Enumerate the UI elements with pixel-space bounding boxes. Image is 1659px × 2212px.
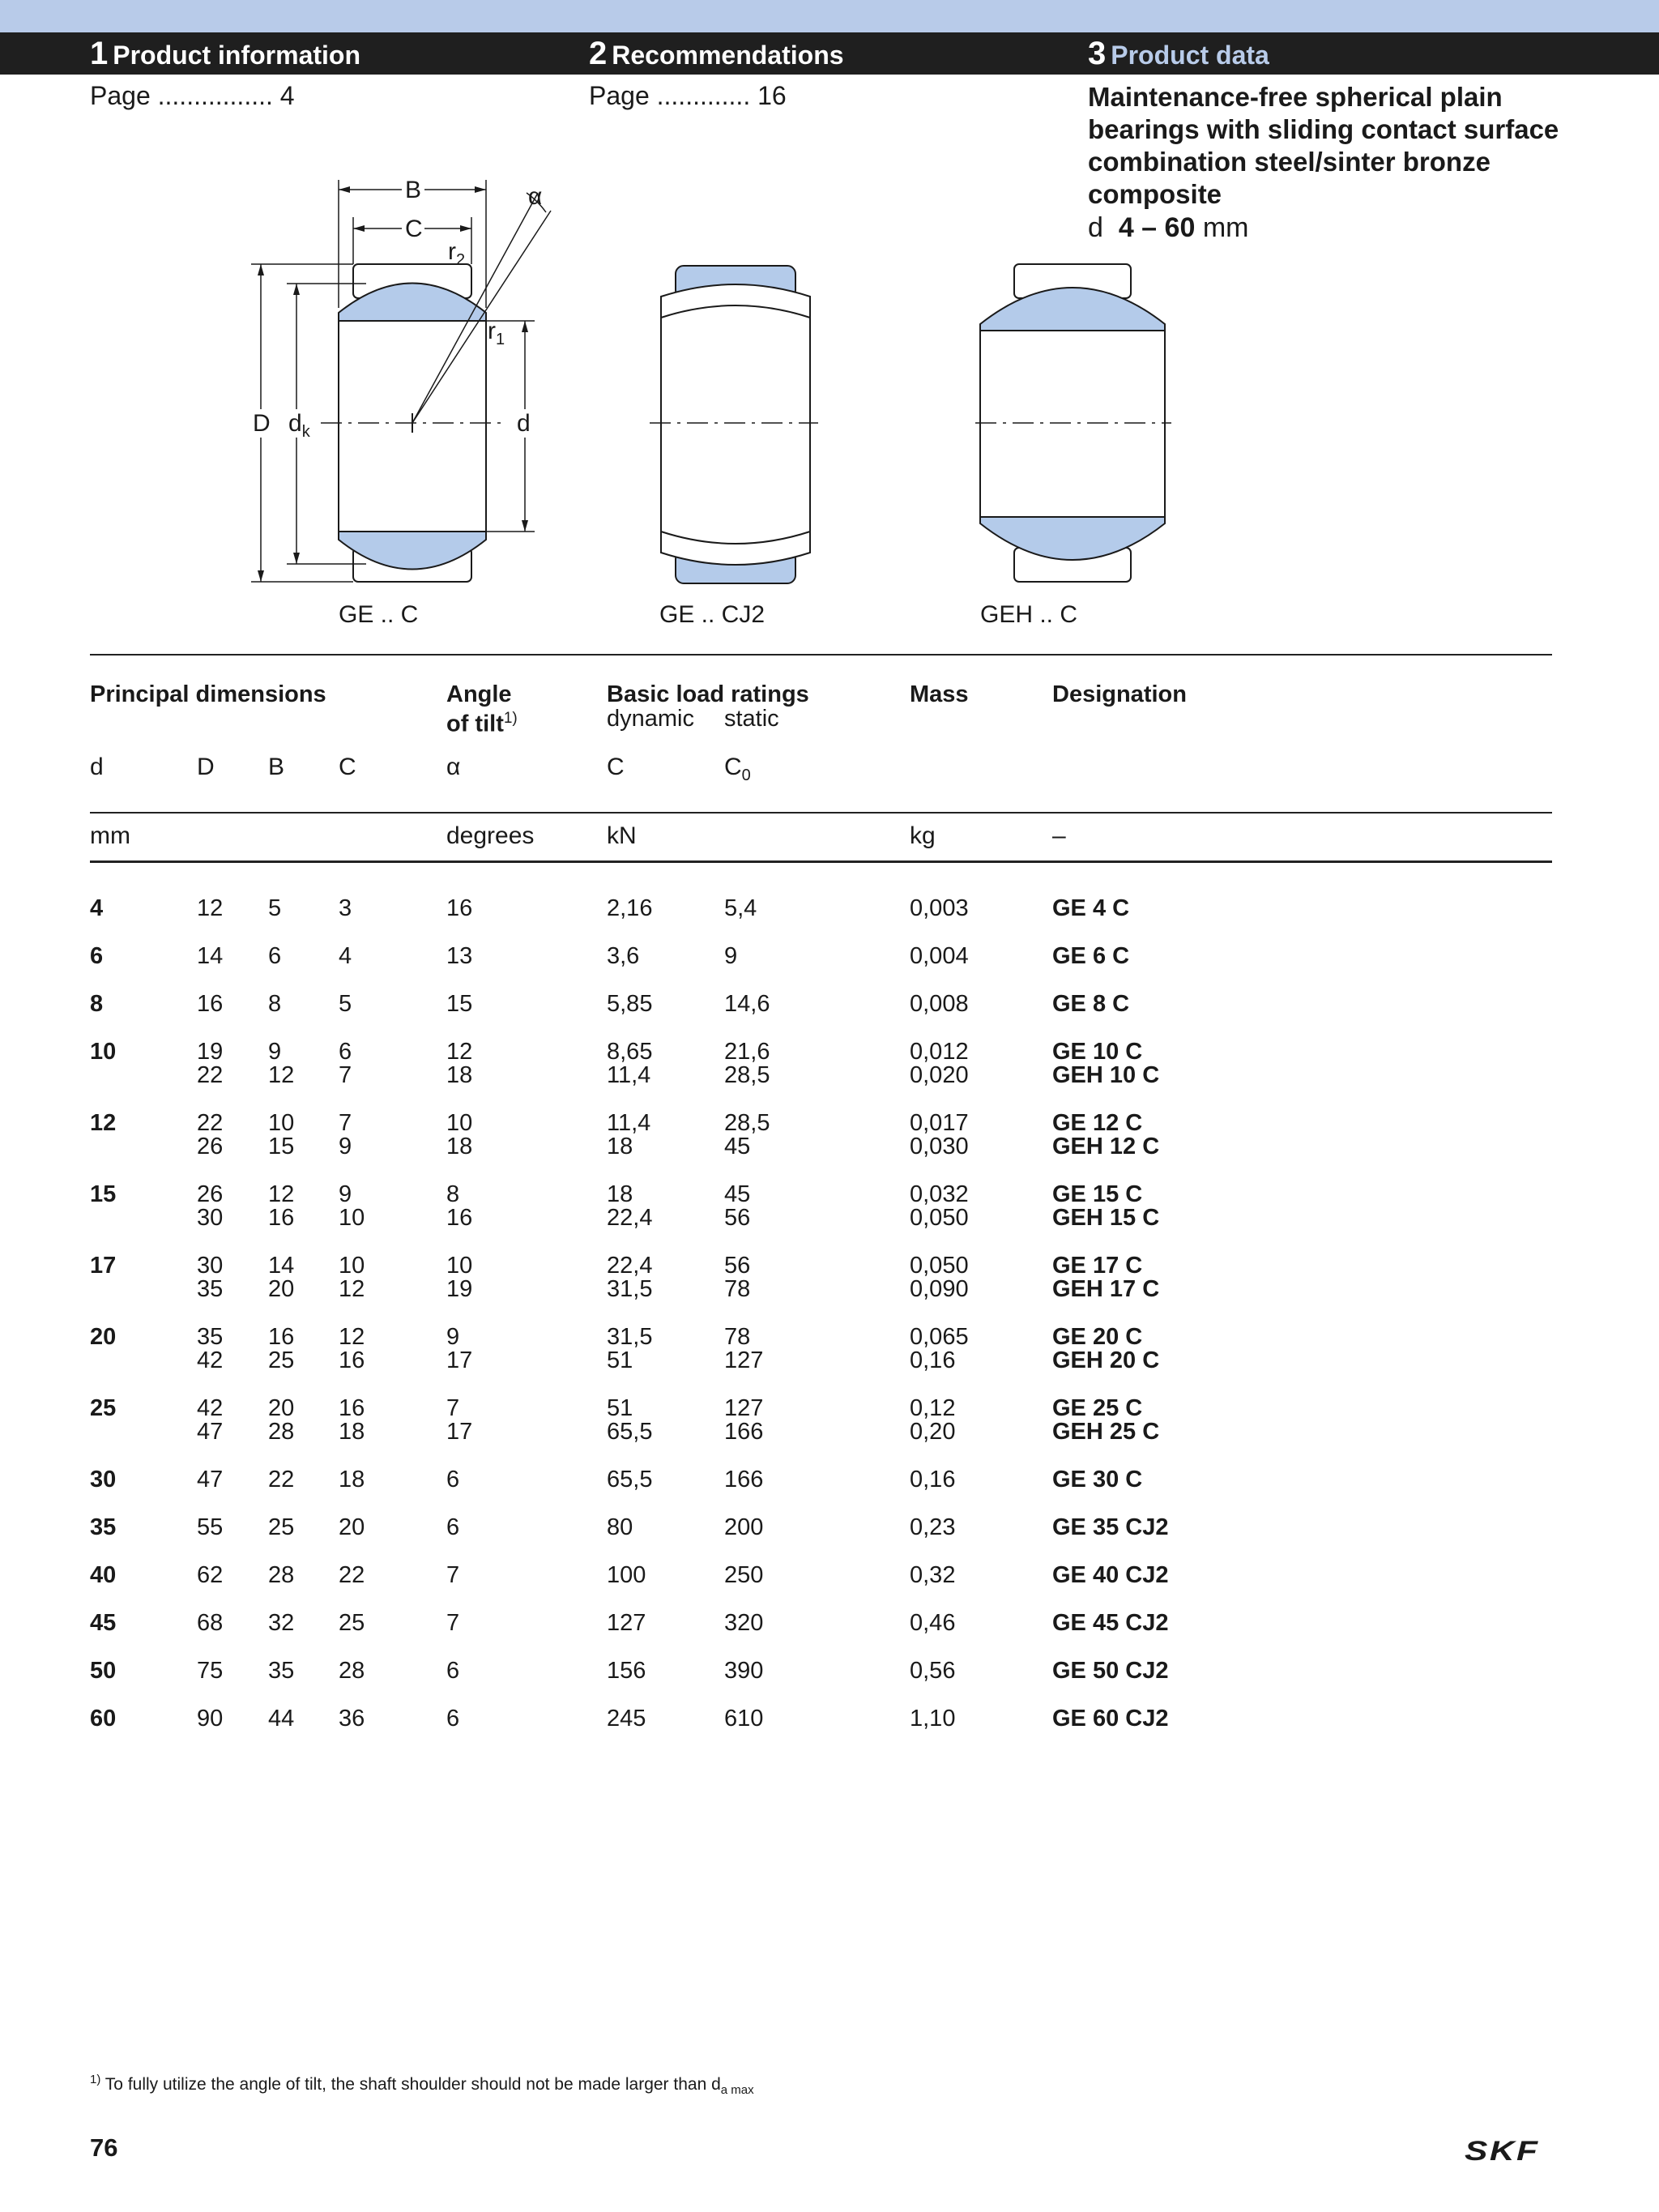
nav-number: 1 [90, 36, 109, 71]
cell-alpha: 6 [446, 1514, 460, 1540]
cell-bore-d: 12 [90, 1110, 117, 1136]
cell-alpha: 19 [446, 1276, 473, 1302]
cell-mass: 0,004 [910, 943, 969, 969]
cell-mass: 0,030 [910, 1134, 969, 1159]
header-mass: Mass [910, 681, 969, 707]
cell-cdyn: 100 [607, 1562, 646, 1588]
nav-number: 3 [1088, 36, 1107, 71]
cell-c0: 45 [724, 1181, 751, 1207]
page-number: 76 [90, 2133, 118, 2162]
cell-b: 6 [268, 943, 282, 969]
cell-b: 35 [268, 1658, 295, 1684]
unit-kn: kN [607, 822, 637, 849]
cell-cdyn: 22,4 [607, 1205, 653, 1231]
cell-alpha: 7 [446, 1610, 460, 1636]
header-static: static [724, 706, 779, 732]
cell-c: 7 [339, 1110, 352, 1136]
cell-cdyn: 31,5 [607, 1324, 653, 1350]
cell-mass: 0,032 [910, 1181, 969, 1207]
nav-label: Recommendations [612, 41, 844, 70]
cell-d: 90 [197, 1706, 224, 1732]
cell-c0: 56 [724, 1253, 751, 1279]
cell-alpha: 10 [446, 1110, 473, 1136]
cell-cdyn: 8,65 [607, 1039, 653, 1065]
dim-label-d: d [517, 410, 531, 437]
cell-des: GEH 15 C [1052, 1205, 1160, 1231]
cell-cdyn: 51 [607, 1395, 633, 1421]
unit-dash: – [1052, 822, 1066, 849]
cell-c: 12 [339, 1276, 365, 1302]
cell-c: 28 [339, 1658, 365, 1684]
cell-mass: 1,10 [910, 1706, 956, 1732]
cell-cdyn: 245 [607, 1706, 646, 1732]
cell-alpha: 18 [446, 1062, 473, 1088]
cell-alpha: 17 [446, 1419, 473, 1445]
cell-alpha: 6 [446, 1706, 460, 1732]
cell-c: 12 [339, 1324, 365, 1350]
cell-alpha: 16 [446, 1205, 473, 1231]
cell-des: GE 12 C [1052, 1110, 1143, 1136]
cell-bore-d: 50 [90, 1658, 117, 1684]
cell-b: 22 [268, 1467, 295, 1492]
cell-d: 16 [197, 991, 224, 1017]
range-prefix: d [1088, 212, 1103, 243]
cell-c: 25 [339, 1610, 365, 1636]
cell-c0: 78 [724, 1324, 751, 1350]
cell-cdyn: 31,5 [607, 1276, 653, 1302]
cell-mass: 0,090 [910, 1276, 969, 1302]
cell-alpha: 6 [446, 1467, 460, 1492]
cell-des: GE 30 C [1052, 1467, 1143, 1492]
cell-des: GE 6 C [1052, 943, 1130, 969]
cell-cdyn: 80 [607, 1514, 633, 1540]
cell-des: GE 40 CJ2 [1052, 1562, 1169, 1588]
header-designation: Designation [1052, 681, 1187, 707]
cell-cdyn: 18 [607, 1181, 633, 1207]
cell-cdyn: 156 [607, 1658, 646, 1684]
cell-mass: 0,065 [910, 1324, 969, 1350]
cell-des: GEH 20 C [1052, 1347, 1160, 1373]
skf-logo: SKF [1465, 2136, 1540, 2167]
cell-c0: 166 [724, 1467, 764, 1492]
cell-d: 30 [197, 1205, 224, 1231]
cell-c0: 127 [724, 1395, 764, 1421]
cell-cdyn: 3,6 [607, 943, 640, 969]
cell-alpha: 16 [446, 895, 473, 921]
cell-cdyn: 65,5 [607, 1467, 653, 1492]
cell-c: 36 [339, 1706, 365, 1732]
cell-des: GE 10 C [1052, 1039, 1143, 1065]
cell-cdyn: 127 [607, 1610, 646, 1636]
cell-b: 12 [268, 1062, 295, 1088]
cell-bore-d: 40 [90, 1562, 117, 1588]
cell-bore-d: 20 [90, 1324, 117, 1350]
cell-d: 47 [197, 1419, 224, 1445]
caption-geh-c: GEH .. C [980, 601, 1078, 628]
drawing-geh-c [975, 264, 1171, 582]
cell-cdyn: 51 [607, 1347, 633, 1373]
cell-c: 18 [339, 1467, 365, 1492]
cell-c0: 200 [724, 1514, 764, 1540]
dim-label-D: D [253, 410, 271, 437]
cell-d: 42 [197, 1395, 224, 1421]
cell-c0: 14,6 [724, 991, 770, 1017]
header-dynamic: dynamic [607, 706, 694, 732]
cell-mass: 0,050 [910, 1253, 969, 1279]
cell-b: 32 [268, 1610, 295, 1636]
cell-c0: 320 [724, 1610, 764, 1636]
cell-d: 75 [197, 1658, 224, 1684]
cell-bore-d: 30 [90, 1467, 117, 1492]
cell-alpha: 15 [446, 991, 473, 1017]
cell-b: 28 [268, 1419, 295, 1445]
cell-mass: 0,32 [910, 1562, 956, 1588]
cell-c0: 5,4 [724, 895, 757, 921]
cell-des: GE 50 CJ2 [1052, 1658, 1169, 1684]
cell-des: GEH 12 C [1052, 1134, 1160, 1159]
drawing-ge-cj2 [650, 266, 818, 583]
cell-mass: 0,008 [910, 991, 969, 1017]
cell-d: 68 [197, 1610, 224, 1636]
dim-label-dk: $d_k$ [288, 410, 310, 441]
cell-d: 26 [197, 1134, 224, 1159]
cell-d: 42 [197, 1347, 224, 1373]
cell-c0: 28,5 [724, 1062, 770, 1088]
cell-bore-d: 25 [90, 1395, 117, 1421]
table-unit-rule [90, 812, 1552, 813]
cell-d: 14 [197, 943, 224, 969]
cell-d: 35 [197, 1324, 224, 1350]
cell-des: GE 35 CJ2 [1052, 1514, 1169, 1540]
table-header-rule [90, 860, 1552, 863]
cell-c: 6 [339, 1039, 352, 1065]
cell-cdyn: 18 [607, 1134, 633, 1159]
cell-c0: 56 [724, 1205, 751, 1231]
cell-c: 3 [339, 895, 352, 921]
symbol-d: d [90, 754, 104, 780]
nav-label: Product data [1111, 41, 1269, 70]
cell-des: GEH 17 C [1052, 1276, 1160, 1302]
page-ref-product-information[interactable]: Page ................ 4 [90, 81, 295, 110]
cell-cdyn: 22,4 [607, 1253, 653, 1279]
cell-des: GE 17 C [1052, 1253, 1143, 1279]
symbol-B: B [268, 754, 285, 780]
symbol-C: C [339, 754, 356, 780]
cell-c: 9 [339, 1181, 352, 1207]
nav-number: 2 [589, 36, 608, 71]
cell-bore-d: 4 [90, 895, 104, 921]
cell-b: 28 [268, 1562, 295, 1588]
header-principal-dimensions: Principal dimensions [90, 681, 326, 707]
cell-b: 14 [268, 1253, 295, 1279]
caption-ge-c: GE .. C [339, 601, 419, 628]
cell-b: 9 [268, 1039, 282, 1065]
cell-mass: 0,003 [910, 895, 969, 921]
cell-bore-d: 15 [90, 1181, 117, 1207]
product-title: Maintenance-free spherical plain bearings with sliding contact surface combination steel/sinter bronze composite [1088, 82, 1559, 209]
cell-c: 10 [339, 1205, 365, 1231]
cell-mass: 0,20 [910, 1419, 956, 1445]
unit-degrees: degrees [446, 822, 535, 849]
cell-cdyn: 2,16 [607, 895, 653, 921]
cell-des: GE 15 C [1052, 1181, 1143, 1207]
cell-c: 18 [339, 1419, 365, 1445]
cell-c0: 250 [724, 1562, 764, 1588]
cell-c0: 78 [724, 1276, 751, 1302]
cell-c0: 390 [724, 1658, 764, 1684]
dim-label-alpha: α [528, 183, 543, 210]
cell-mass: 0,46 [910, 1610, 956, 1636]
cell-c: 10 [339, 1253, 365, 1279]
cell-d: 26 [197, 1181, 224, 1207]
cell-b: 20 [268, 1395, 295, 1421]
cell-c0: 610 [724, 1706, 764, 1732]
cell-alpha: 7 [446, 1562, 460, 1588]
cell-alpha: 8 [446, 1181, 460, 1207]
cell-c: 7 [339, 1062, 352, 1088]
cell-c0: 28,5 [724, 1110, 770, 1136]
cell-bore-d: 60 [90, 1706, 117, 1732]
cell-b: 8 [268, 991, 282, 1017]
cell-des: GE 8 C [1052, 991, 1130, 1017]
cell-des: GEH 10 C [1052, 1062, 1160, 1088]
cell-c0: 9 [724, 943, 738, 969]
cell-d: 22 [197, 1062, 224, 1088]
dim-label-r2: $r_2$ [448, 238, 466, 269]
header-of-tilt: of tilt$^{1)}$ [446, 710, 518, 737]
cell-c: 22 [339, 1562, 365, 1588]
cell-b: 44 [268, 1706, 295, 1732]
cell-mass: 0,017 [910, 1110, 969, 1136]
cell-bore-d: 8 [90, 991, 104, 1017]
cell-mass: 0,12 [910, 1395, 956, 1421]
cell-b: 12 [268, 1181, 295, 1207]
dim-label-r1: $r_1$ [488, 318, 505, 348]
cell-des: GE 25 C [1052, 1395, 1143, 1421]
drawing-ge-c [251, 180, 551, 582]
cell-des: GE 45 CJ2 [1052, 1610, 1169, 1636]
range-unit: mm [1202, 212, 1249, 243]
footnote: $^{1)}$ To fully utilize the angle of tilt, the shaft shoulder should not be made larger than $d_{a max}$ [90, 2073, 754, 2098]
cell-mass: 0,050 [910, 1205, 969, 1231]
cell-d: 35 [197, 1276, 224, 1302]
table-top-rule [90, 654, 1552, 655]
cell-mass: 0,56 [910, 1658, 956, 1684]
header-angle: Angle [446, 681, 512, 707]
symbol-alpha: α [446, 754, 461, 780]
cell-c0: 127 [724, 1347, 764, 1373]
cell-alpha: 6 [446, 1658, 460, 1684]
cell-bore-d: 17 [90, 1253, 117, 1279]
cell-des: GE 20 C [1052, 1324, 1143, 1350]
cell-b: 10 [268, 1110, 295, 1136]
cell-d: 22 [197, 1110, 224, 1136]
cell-d: 12 [197, 895, 224, 921]
unit-mm: mm [90, 822, 130, 849]
cell-cdyn: 11,4 [607, 1062, 651, 1088]
cell-c0: 45 [724, 1134, 751, 1159]
cell-mass: 0,020 [910, 1062, 969, 1088]
cell-c: 9 [339, 1134, 352, 1159]
cell-c0: 21,6 [724, 1039, 770, 1065]
cell-c: 5 [339, 991, 352, 1017]
unit-kg: kg [910, 822, 936, 849]
header-basic-load-ratings: Basic load ratings [607, 681, 809, 707]
caption-ge-cj2: GE .. CJ2 [659, 601, 766, 628]
cell-d: 47 [197, 1467, 224, 1492]
cell-bore-d: 35 [90, 1514, 117, 1540]
cell-bore-d: 10 [90, 1039, 117, 1065]
symbol-D: D [197, 754, 215, 780]
cell-d: 62 [197, 1562, 224, 1588]
cell-bore-d: 45 [90, 1610, 117, 1636]
cell-d: 30 [197, 1253, 224, 1279]
cell-d: 55 [197, 1514, 224, 1540]
cell-mass: 0,16 [910, 1347, 956, 1373]
cell-cdyn: 5,85 [607, 991, 653, 1017]
cell-mass: 0,012 [910, 1039, 969, 1065]
cell-alpha: 9 [446, 1324, 460, 1350]
symbol-c-dynamic: C [607, 754, 625, 780]
cell-des: GE 60 CJ2 [1052, 1706, 1169, 1732]
cell-d: 19 [197, 1039, 224, 1065]
cell-c: 16 [339, 1347, 365, 1373]
nav-label: Product information [113, 41, 361, 70]
cell-c: 20 [339, 1514, 365, 1540]
symbol-c0-static: $C_0$ [724, 754, 751, 784]
cell-b: 16 [268, 1324, 295, 1350]
cell-bore-d: 6 [90, 943, 104, 969]
cell-b: 5 [268, 895, 282, 921]
cell-alpha: 17 [446, 1347, 473, 1373]
cell-alpha: 13 [446, 943, 473, 969]
cell-b: 25 [268, 1514, 295, 1540]
cell-b: 20 [268, 1276, 295, 1302]
cell-des: GEH 25 C [1052, 1419, 1160, 1445]
cell-b: 25 [268, 1347, 295, 1373]
cell-des: GE 4 C [1052, 895, 1130, 921]
cell-alpha: 7 [446, 1395, 460, 1421]
cell-alpha: 10 [446, 1253, 473, 1279]
cell-c: 16 [339, 1395, 365, 1421]
dim-label-b: B [405, 177, 422, 203]
cell-b: 16 [268, 1205, 295, 1231]
page-ref-recommendations[interactable]: Page ............. 16 [589, 81, 787, 110]
cell-cdyn: 65,5 [607, 1419, 653, 1445]
cell-mass: 0,16 [910, 1467, 956, 1492]
cell-alpha: 12 [446, 1039, 473, 1065]
cell-c0: 166 [724, 1419, 764, 1445]
cell-c: 4 [339, 943, 352, 969]
range-value: 4 – 60 [1118, 212, 1196, 243]
cell-cdyn: 11,4 [607, 1110, 651, 1136]
dim-label-c: C [405, 216, 423, 242]
bearing-drawings [0, 0, 1659, 664]
cell-b: 15 [268, 1134, 295, 1159]
cell-mass: 0,23 [910, 1514, 956, 1540]
cell-alpha: 18 [446, 1134, 473, 1159]
